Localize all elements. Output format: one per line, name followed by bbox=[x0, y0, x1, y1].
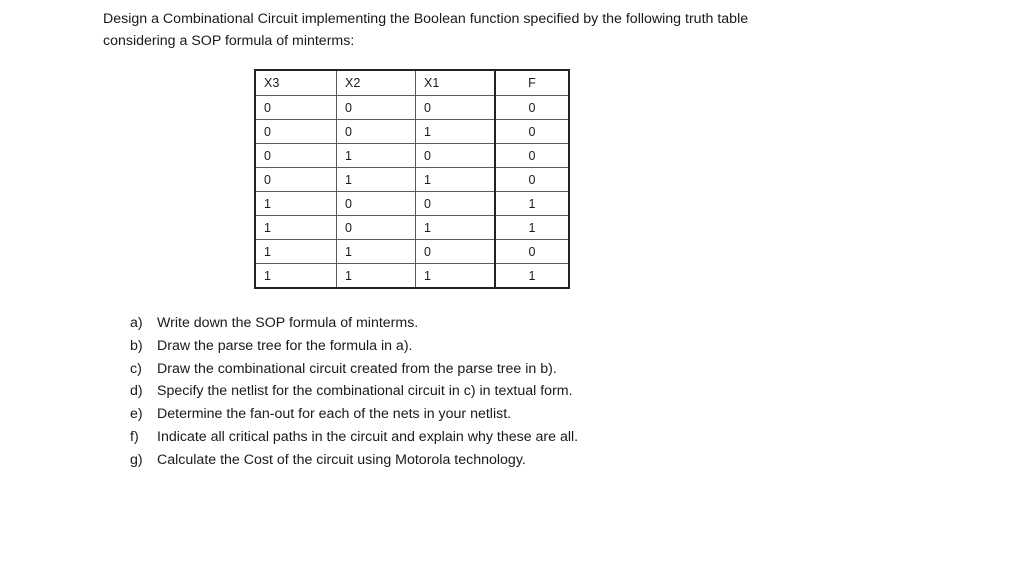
cell-f: 1 bbox=[495, 192, 569, 216]
list-item bbox=[130, 426, 578, 449]
truth-table bbox=[254, 69, 570, 289]
list-item bbox=[130, 449, 578, 472]
cell-f: 0 bbox=[495, 168, 569, 192]
cell-f: 1 bbox=[495, 264, 569, 289]
cell-x1: 0 bbox=[416, 240, 496, 264]
cell-x1: 1 bbox=[416, 264, 496, 289]
truth-table-header bbox=[255, 70, 569, 96]
table-row bbox=[255, 96, 569, 120]
cell-x1: 1 bbox=[416, 120, 496, 144]
cell-x3: 0 bbox=[255, 144, 337, 168]
cell-x3: 1 bbox=[255, 264, 337, 289]
cell-f: 0 bbox=[495, 144, 569, 168]
list-item-text: Specify the netlist for the combinational circuit in c) in textual form. bbox=[157, 383, 573, 400]
cell-x2: 1 bbox=[337, 264, 416, 289]
table-row bbox=[255, 144, 569, 168]
cell-x1: 0 bbox=[416, 144, 496, 168]
cell-x3: 0 bbox=[255, 168, 337, 192]
cell-x3: 0 bbox=[255, 96, 337, 120]
list-marker: c) bbox=[130, 360, 142, 377]
list-marker: a) bbox=[130, 315, 143, 331]
list-marker: b) bbox=[130, 337, 143, 354]
header-f: F bbox=[495, 70, 569, 96]
cell-x2: 1 bbox=[337, 168, 416, 192]
list-item bbox=[130, 380, 578, 403]
cell-x2: 0 bbox=[337, 216, 416, 240]
cell-f: 0 bbox=[495, 96, 569, 120]
header-x2: X2 bbox=[337, 70, 416, 96]
cell-x2: 1 bbox=[337, 240, 416, 264]
list-item bbox=[130, 335, 578, 358]
cell-x2: 0 bbox=[337, 120, 416, 144]
cell-x1: 1 bbox=[416, 168, 496, 192]
list-item bbox=[130, 403, 578, 426]
cell-x2: 1 bbox=[337, 144, 416, 168]
cell-x1: 1 bbox=[416, 216, 496, 240]
header-x1: X1 bbox=[416, 70, 496, 96]
task-list bbox=[130, 312, 578, 472]
table-row bbox=[255, 264, 569, 289]
cell-x1: 0 bbox=[416, 192, 496, 216]
list-marker: e) bbox=[130, 406, 143, 423]
list-item-text: Indicate all critical paths in the circuit and explain why these are all. bbox=[157, 428, 579, 445]
cell-f: 0 bbox=[495, 120, 569, 144]
cell-x3: 1 bbox=[255, 192, 337, 216]
cell-x2: 0 bbox=[337, 96, 416, 120]
table-row bbox=[255, 120, 569, 144]
table-row bbox=[255, 216, 569, 240]
table-row bbox=[255, 240, 569, 264]
cell-x3: 0 bbox=[255, 120, 337, 144]
table-row bbox=[255, 192, 569, 216]
header-x3: X3 bbox=[255, 70, 337, 96]
list-item bbox=[130, 358, 578, 381]
cell-x3: 1 bbox=[255, 240, 337, 264]
list-marker: f) bbox=[130, 428, 139, 445]
intro-line-2: considering a SOP formula of minterms: bbox=[103, 33, 355, 49]
list-item-text: Draw the parse tree for the formula in a). bbox=[157, 337, 413, 354]
list-marker: d) bbox=[130, 383, 143, 400]
cell-x2: 0 bbox=[337, 192, 416, 216]
list-item-text: Calculate the Cost of the circuit using Motorola technology. bbox=[157, 451, 526, 468]
list-item-text: Draw the combinational circuit created from the parse tree in b). bbox=[157, 360, 557, 377]
intro-line-1: Design a Combinational Circuit implementing the Boolean function specified by the following truth table bbox=[103, 11, 749, 27]
list-marker: g) bbox=[130, 451, 143, 468]
cell-f: 0 bbox=[495, 240, 569, 264]
cell-x1: 0 bbox=[416, 96, 496, 120]
list-item bbox=[130, 312, 578, 335]
cell-x3: 1 bbox=[255, 216, 337, 240]
list-item-text: Determine the fan-out for each of the nets in your netlist. bbox=[157, 406, 512, 423]
table-row bbox=[255, 168, 569, 192]
cell-f: 1 bbox=[495, 216, 569, 240]
list-item-text: Write down the SOP formula of minterms. bbox=[157, 315, 419, 331]
problem-statement bbox=[103, 8, 823, 52]
